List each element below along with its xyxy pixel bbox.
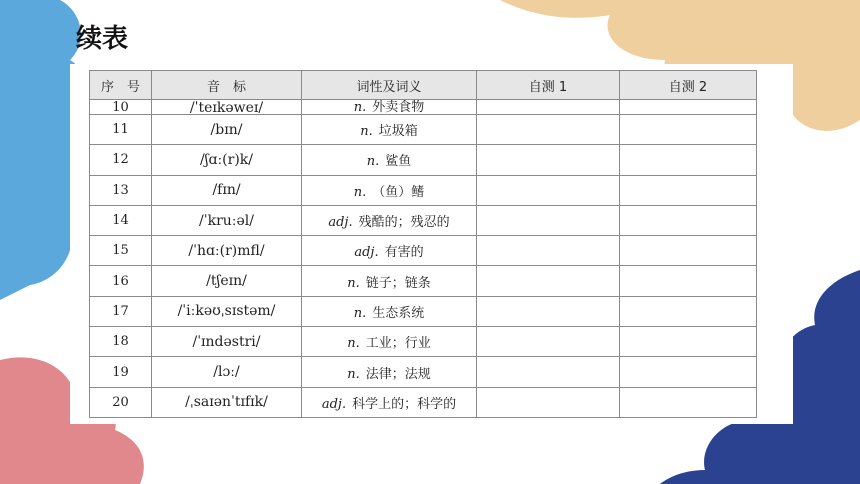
row-meaning: 工业；行业 — [365, 336, 431, 352]
row-part-of-speech: n. — [347, 366, 360, 382]
row-self-test-2[interactable] — [620, 296, 757, 326]
row-meaning-cell — [302, 357, 477, 387]
row-meaning: 残酷的；残忍的 — [358, 215, 450, 231]
row-self-test-1[interactable] — [477, 145, 620, 175]
row-self-test-1[interactable] — [477, 266, 620, 296]
row-meaning: 科学上的；科学的 — [352, 396, 457, 412]
row-number: 12 — [90, 145, 152, 175]
row-phonetic: /ˌsaɪənˈtɪfɪk/ — [152, 387, 302, 417]
row-self-test-1[interactable] — [477, 175, 620, 205]
row-meaning: 法律；法规 — [365, 366, 431, 382]
table-row — [90, 175, 757, 205]
row-number: 14 — [90, 205, 152, 235]
row-part-of-speech: n. — [347, 336, 360, 352]
row-meaning: 鲨鱼 — [385, 154, 412, 170]
table-row — [90, 100, 757, 115]
row-part-of-speech: n. — [353, 100, 367, 115]
row-meaning: 链子；链条 — [365, 275, 431, 291]
table-header-row — [90, 71, 757, 100]
page-title: 续表 — [76, 24, 129, 54]
row-meaning-cell — [302, 236, 477, 266]
row-number: 15 — [90, 236, 152, 266]
header-phonetic: 音 标 — [152, 71, 302, 100]
row-meaning-cell — [302, 387, 477, 417]
row-self-test-2[interactable] — [620, 357, 757, 387]
row-meaning-cell — [302, 205, 477, 235]
row-self-test-2[interactable] — [620, 327, 757, 357]
row-self-test-1[interactable] — [477, 327, 620, 357]
row-part-of-speech: n. — [353, 305, 367, 321]
row-meaning-cell — [302, 296, 477, 326]
row-phonetic: /lɔː/ — [152, 357, 302, 387]
row-phonetic: /ˈhɑː(r)mfl/ — [152, 236, 302, 266]
row-self-test-1[interactable] — [477, 236, 620, 266]
table-row — [90, 145, 757, 175]
row-phonetic: /fɪn/ — [152, 175, 302, 205]
row-self-test-1[interactable] — [477, 115, 620, 145]
row-self-test-1[interactable] — [477, 296, 620, 326]
row-meaning-cell — [302, 327, 477, 357]
row-meaning-cell — [302, 115, 477, 145]
row-self-test-2[interactable] — [620, 236, 757, 266]
row-meaning-cell — [302, 100, 477, 115]
table-row — [90, 115, 757, 145]
table-row — [90, 296, 757, 326]
vocabulary-table — [89, 70, 757, 418]
table-row — [90, 327, 757, 357]
row-phonetic: /ʃɑː(r)k/ — [152, 145, 302, 175]
row-number: 10 — [90, 100, 152, 115]
row-self-test-2[interactable] — [620, 145, 757, 175]
row-number: 19 — [90, 357, 152, 387]
row-phonetic: /tʃeɪn/ — [152, 266, 302, 296]
row-part-of-speech: adj. — [321, 396, 347, 412]
row-part-of-speech: adj. — [354, 245, 379, 261]
row-number: 16 — [90, 266, 152, 296]
row-number: 11 — [90, 115, 152, 145]
row-self-test-2[interactable] — [620, 387, 757, 417]
row-number: 13 — [90, 175, 152, 205]
row-meaning-cell — [302, 145, 477, 175]
row-self-test-2[interactable] — [620, 115, 757, 145]
row-self-test-2[interactable] — [620, 100, 757, 115]
row-phonetic: /ˈɪndəstri/ — [152, 327, 302, 357]
row-part-of-speech: n. — [360, 124, 373, 140]
row-self-test-2[interactable] — [620, 205, 757, 235]
row-meaning-cell — [302, 175, 477, 205]
row-self-test-2[interactable] — [620, 175, 757, 205]
table-row — [90, 357, 757, 387]
table-body — [90, 100, 757, 418]
row-phonetic: /bɪn/ — [152, 115, 302, 145]
row-meaning: 垃圾箱 — [378, 124, 418, 140]
header-meaning: 词性及词义 — [302, 71, 477, 100]
table-row — [90, 387, 757, 417]
row-phonetic: /ˈiːkəʊˌsɪstəm/ — [152, 296, 302, 326]
row-number: 17 — [90, 296, 152, 326]
header-self-test-1: 自测 1 — [477, 71, 620, 100]
table-row — [90, 236, 757, 266]
table-row — [90, 205, 757, 235]
row-number: 20 — [90, 387, 152, 417]
row-part-of-speech: adj. — [328, 215, 353, 231]
table-row — [90, 266, 757, 296]
row-meaning: 有害的 — [384, 245, 424, 261]
row-phonetic: /ˈkruːəl/ — [152, 205, 302, 235]
header-number: 序 号 — [90, 71, 152, 100]
vocabulary-table-card — [70, 64, 793, 424]
row-meaning: 生态系统 — [372, 305, 425, 321]
row-meaning-cell — [302, 266, 477, 296]
row-self-test-1[interactable] — [477, 357, 620, 387]
row-self-test-1[interactable] — [477, 387, 620, 417]
row-self-test-1[interactable] — [477, 100, 620, 115]
row-meaning: 外卖食物 — [372, 100, 425, 115]
row-meaning: （鱼）鳍 — [372, 184, 425, 200]
row-part-of-speech: n. — [353, 184, 367, 200]
row-self-test-1[interactable] — [477, 205, 620, 235]
row-part-of-speech: n. — [366, 154, 380, 170]
header-self-test-2: 自测 2 — [620, 71, 757, 100]
row-number: 18 — [90, 327, 152, 357]
row-part-of-speech: n. — [347, 275, 360, 291]
row-phonetic: /ˈteɪkəweɪ/ — [152, 100, 302, 115]
row-self-test-2[interactable] — [620, 266, 757, 296]
